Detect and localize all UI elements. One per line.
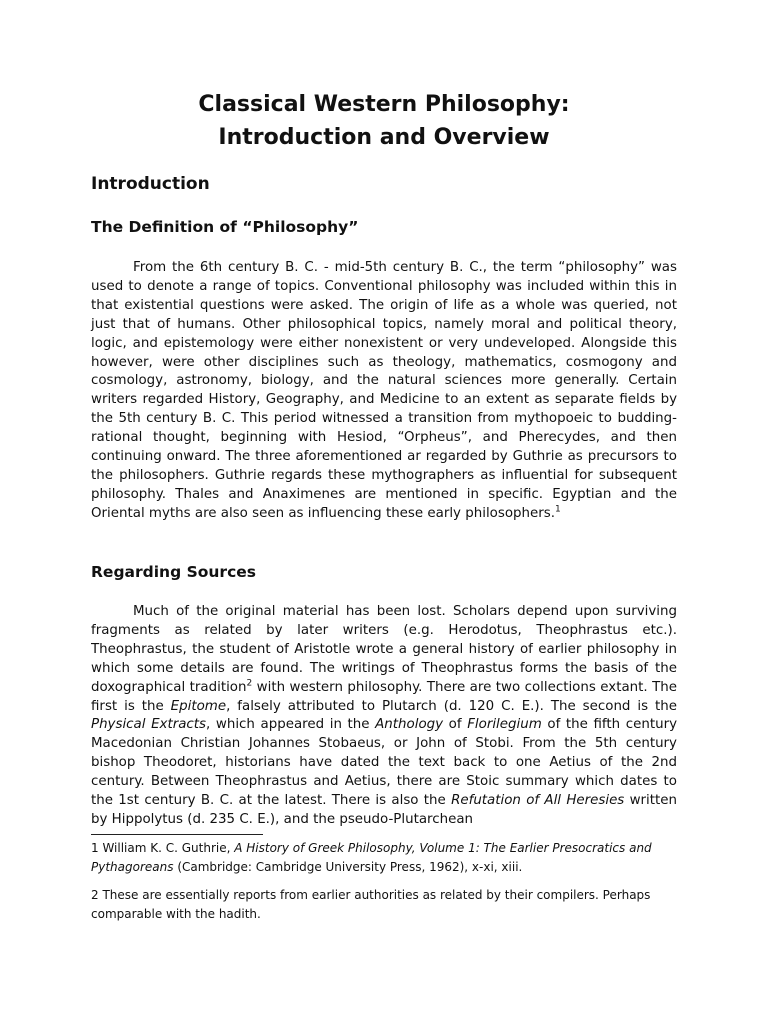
footnote-1 [91,839,681,877]
footnote-2: 2 These are essentially reports from earlier authorities as related by their compilers. Perhaps comparable with the hadith. [91,888,651,921]
document-title [90,88,678,154]
sources-text-6: of the fifth century Macedonian Christian Johannes Stobaeus, or John of Stobi. From the 5th century bishop Theodoret, historians have dated the text back to one Aetius of the 2nd century. Between Theophrastus and Aetius, there are Stoic summary which dates to the 1st century B. C. at the latest. There is also the [91,717,677,809]
paragraph-definition-text: From the 6th century B. C. - mid-5th century B. C., the term “philosophy” was used to denote a range of topics. Conventional philosophy was included within this in that existential questions were asked. The origin of life as a whole was queried, not just that of humans. Other philosophical topics, namely moral and political theory, logic, and epistemology were either nonexistent or very undeveloped. Alongside this however, were other disciplines such as theology, mathematics, cosmogony and cosmology, astronomy, biology, and the natural sciences more generally. Certain writers regarded History, Geography, and Medicine to an extent as separate fields by the 5th century B. C. This period witnessed a transition from mythopoeic to budding-rational thought, beginning with Hesiod, “Orpheus”, and Pherecydes, and then continuing onward. The three aforementioned ar regarded by Guthrie as precursors to the philosophers. Guthrie regards these mythographers as influential for subsequent philosophy. Thales and Anaximenes are mentioned in specific. Egyptian and the Oriental myths are also seen as influencing these early philosophers. [91,260,677,521]
title-refutation: Refutation of All Heresies [451,793,625,809]
title-epitome: Epitome [170,698,227,714]
footnote-separator [91,834,263,835]
footnote-1-suffix: (Cambridge: Cambridge University Press, 1962), x-xi, xiii. [173,860,523,874]
heading-regarding-sources: Regarding Sources [91,563,256,581]
sources-text-1: Much of the original material has been lost. Scholars depend upon surviving fragments as related by later writers (e.g. Herodotus, Theophrastus etc.). Theophrastus, the student of Aristotle wrote a general history of earlier philosophy in which some details are found. The writings of Theophrastus forms the basis of the doxographical tradition [91,604,677,695]
title-anthology: Anthology [375,717,444,733]
footnote-1-prefix: 1 William K. C. Guthrie, [91,841,235,855]
sources-text-7: written by Hippolytus (d. 235 C. E.), and the pseudo-Plutarchean [91,793,677,827]
footnote-ref-1[interactable]: 1 [555,504,561,515]
footnote-1-title: A History of Greek Philosophy, Volume 1: The Earlier Presocratics and Pythagoreans [91,841,652,874]
sources-text-4: , which appeared in the [206,717,376,733]
paragraph-definition [91,259,677,524]
paragraph-sources [91,603,677,831]
title-physical-extracts: Physical Extracts [91,717,207,733]
sources-text-2: with western philosophy. There are two collections extant. The first is the [91,679,677,714]
title-florilegium: Florilegium [467,717,542,733]
sources-text-3: , falsely attributed to Plutarch (d. 120 C. E.). The second is the [226,698,677,714]
footnote-ref-2[interactable]: 2 [246,678,253,689]
title-line-1: Classical Western Philosophy: [198,92,570,117]
title-line-2: Introduction and Overview [218,125,550,150]
heading-introduction: Introduction [91,174,210,194]
sources-text-5: of [443,717,468,733]
heading-definition-of-philosophy: The Definition of “Philosophy” [91,218,359,236]
